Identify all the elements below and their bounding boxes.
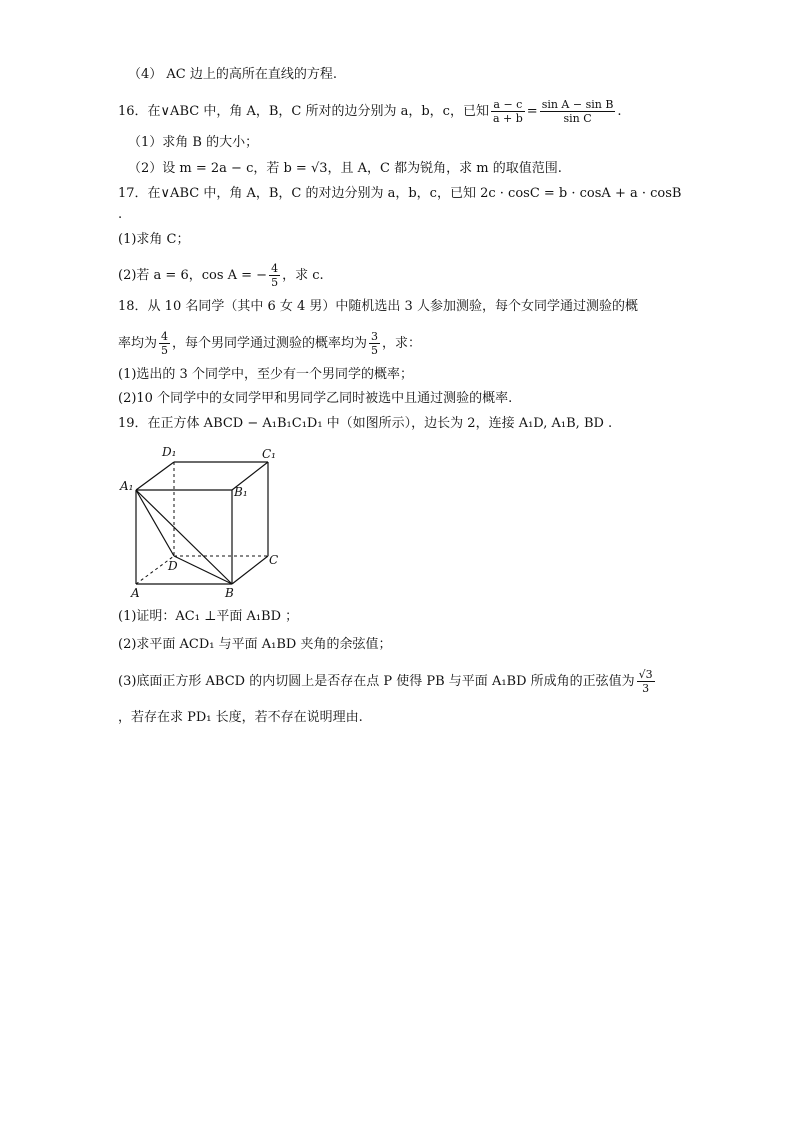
q16-frac2-den: sin C <box>563 112 592 125</box>
q17-fraction <box>269 262 280 289</box>
q18-fraction-female <box>159 330 170 357</box>
q17-frac-den: 5 <box>271 276 279 289</box>
q16-fraction-right <box>540 98 616 125</box>
q18-frac1-den: 5 <box>161 344 169 357</box>
q16-stem <box>118 98 622 125</box>
segment-d-b <box>174 556 232 584</box>
q17-part2-a: (2)若 a = 6，cos A = − <box>118 268 268 283</box>
q18-line1: 18．从 10 名同学（其中 6 女 4 男）中随机选出 3 人参加测验，每个女同学通过测验的概 <box>118 299 638 314</box>
q17-part1: (1)求角 C； <box>118 232 190 247</box>
q18-line2 <box>118 330 421 357</box>
q17-part2-b: ，求 c. <box>282 268 324 283</box>
q16-part2: （2）设 m = 2a − c，若 b = √3，且 A，C 都为锐角，求 m 的取值范围. <box>128 161 562 176</box>
q19-part3 <box>118 668 657 695</box>
q16-part1: （1）求角 B 的大小； <box>128 135 259 150</box>
label-c: C <box>269 553 279 567</box>
q17-dot: . <box>118 207 123 222</box>
label-a: A <box>131 586 140 600</box>
label-d1: D₁ <box>162 445 177 459</box>
q19-part1: (1)证明：AC₁ ⊥平面 A₁BD ； <box>118 609 299 624</box>
cube-figure <box>112 442 282 602</box>
q19-frac-den: 3 <box>642 682 650 695</box>
label-c1: C₁ <box>262 447 276 461</box>
q15-part4: （4） AC 边上的高所在直线的方程. <box>128 67 338 82</box>
q19-stem: 19．在正方体 ABCD − A₁B₁C₁D₁ 中（如图所示），边长为 2，连接 A₁D, A₁B, BD . <box>118 416 613 431</box>
q16-frac1-den: a + b <box>492 112 523 125</box>
q19-part3-a: (3)底面正方形 ABCD 的内切圆上是否存在点 P 使得 PB 与平面 A₁BD 所成角的正弦值为 <box>118 674 635 689</box>
edge-b-c <box>232 556 268 584</box>
q18-line2-c: ，求： <box>382 336 422 351</box>
q19-part2: (2)求平面 ACD₁ 与平面 A₁BD 夹角的余弦值； <box>118 637 392 652</box>
q19-fraction <box>637 668 655 695</box>
edge-a1-d1 <box>136 462 174 490</box>
q16-fraction-left <box>491 98 525 125</box>
q16-equals: = <box>526 104 538 119</box>
label-b: B <box>225 586 234 600</box>
q18-frac1-num: 4 <box>161 330 169 343</box>
label-d: D <box>168 559 178 573</box>
segment-a1-d <box>136 490 174 556</box>
q18-line2-a: 率均为 <box>118 336 158 351</box>
q18-frac2-num: 3 <box>371 330 379 343</box>
q16-tail: . <box>617 104 622 119</box>
q16-frac2-num: sin A − sin B <box>541 98 614 111</box>
q19-frac-num: √3 <box>638 668 653 681</box>
q18-frac2-den: 5 <box>371 344 379 357</box>
label-b1: B₁ <box>234 485 248 499</box>
q17-part2 <box>118 262 324 289</box>
q17-stem: 17．在∨ABC 中，角 A，B，C 的对边分别为 a，b，c，已知 2c · cosC = b · cosA + a · cosB <box>118 186 682 201</box>
q16-frac1-num: a − c <box>491 98 525 112</box>
q19-part3-tail: ，若存在求 PD₁ 长度，若不存在说明理由. <box>118 710 363 725</box>
segment-a1-b <box>136 490 232 584</box>
q18-line2-b: ，每个男同学通过测验的概率均为 <box>172 336 368 351</box>
q18-part2: (2)10 个同学中的女同学甲和男同学乙同时被选中且通过测验的概率. <box>118 391 513 406</box>
label-a1: A₁ <box>120 479 134 493</box>
q18-fraction-male <box>369 330 380 357</box>
q16-lead: 16．在∨ABC 中，角 A，B，C 所对的边分别为 a，b，c，已知 <box>118 104 489 119</box>
q18-part1: (1)选出的 3 个同学中，至少有一个男同学的概率； <box>118 367 413 382</box>
q17-frac-num: 4 <box>271 262 279 275</box>
